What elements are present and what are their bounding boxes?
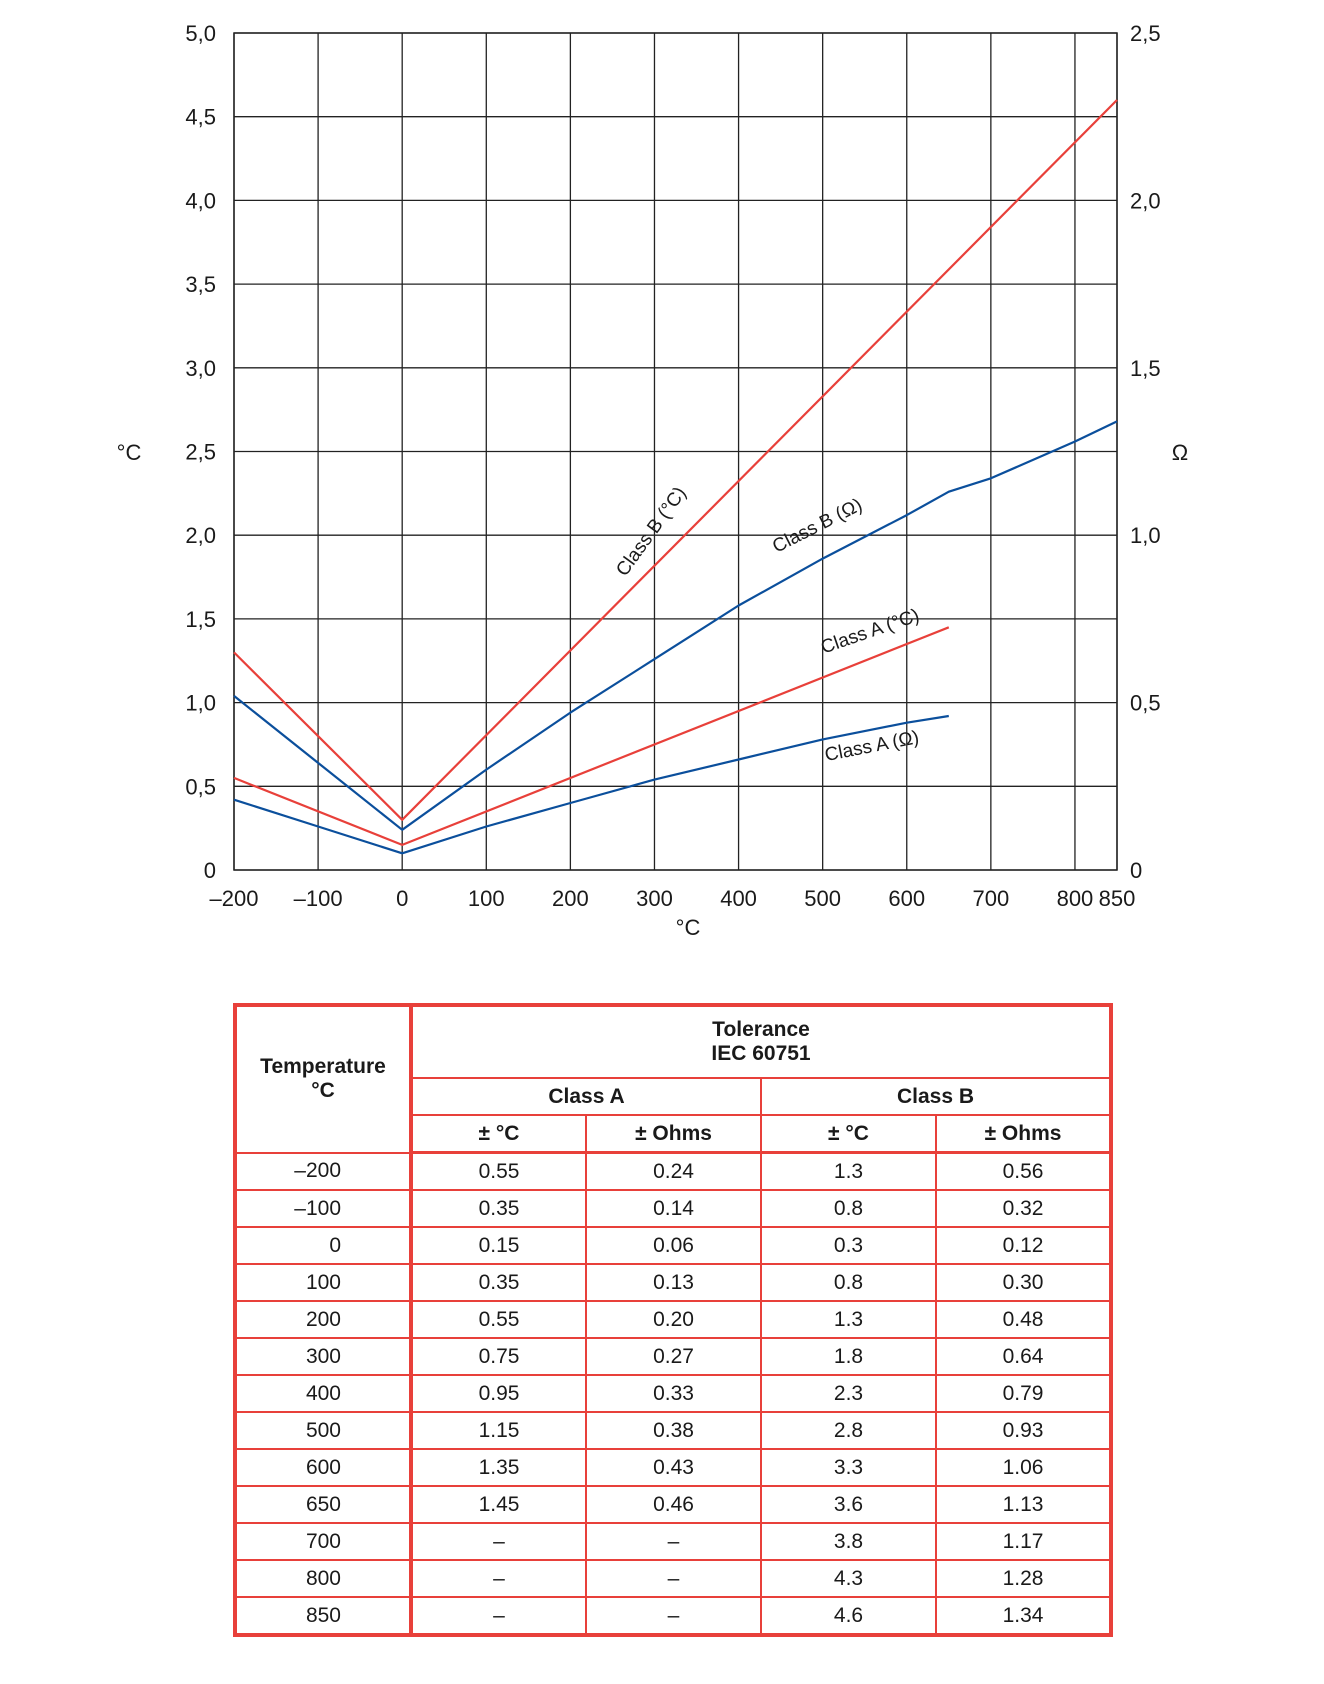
tolerance-cell: 0.13 [586,1264,761,1301]
temperature-cell: 400 [235,1375,411,1412]
tolerance-header-line2: IEC 60751 [711,1042,811,1065]
y-right-tick-label: 0 [1130,858,1143,883]
tolerance-cell: 0.14 [586,1190,761,1227]
tolerance-cell: 0.8 [761,1190,936,1227]
y-left-tick-label: 3,5 [185,272,216,298]
tolerance-cell: 3.3 [761,1449,936,1486]
table-row [235,1190,1111,1227]
tolerance-cell: 1.13 [936,1486,1111,1523]
series-label-class-b-ohm: Class B (Ω) [769,494,866,558]
table-row [235,1523,1111,1560]
tolerance-cell: 1.17 [936,1523,1111,1560]
tolerance-cell: – [586,1560,761,1597]
class-a-deg-header: ± °C [411,1115,586,1153]
tolerance-cell: 1.06 [936,1449,1111,1486]
temperature-header-line1: Temperature [260,1055,386,1079]
tolerance-cell: 0.95 [411,1375,586,1412]
tolerance-cell: 1.35 [411,1449,586,1486]
tolerance-cell: – [411,1560,586,1597]
series-line-0 [234,100,1117,820]
tolerance-cell: 4.6 [761,1597,936,1635]
tolerance-cell: – [586,1523,761,1560]
tolerance-cell: – [411,1523,586,1560]
tolerance-cell: 0.79 [936,1375,1111,1412]
tolerance-table-body [235,1153,1111,1636]
tolerance-cell: 1.15 [411,1412,586,1449]
temperature-cell: 600 [235,1449,411,1486]
temperature-cell: 650 [235,1486,411,1523]
temperature-cell: 0 [235,1227,411,1264]
table-row [235,1227,1111,1264]
tolerance-cell: 0.27 [586,1338,761,1375]
chart-series [234,100,1117,853]
temperature-cell: 100 [235,1264,411,1301]
tolerance-cell: 0.35 [411,1264,586,1301]
table-row [235,1486,1111,1523]
tolerance-cell: 1.3 [761,1301,936,1338]
tolerance-cell: 0.12 [936,1227,1111,1264]
tolerance-cell: 0.24 [586,1153,761,1191]
table-row [235,1375,1111,1412]
temperature-cell: 800 [235,1560,411,1597]
series-label-class-a-ohm: Class A (Ω) [823,727,921,767]
temperature-cell: –100 [235,1190,411,1227]
y-left-tick-label: 4,0 [185,188,216,214]
table-row [235,1338,1111,1375]
class-b-header: Class B [761,1078,1111,1115]
series-line-1 [234,421,1117,829]
y-right-tick-label: 1,0 [1130,523,1161,549]
table-row [235,1449,1111,1486]
y-left-tick-label: 1,5 [185,606,216,632]
tolerance-cell: 0.48 [936,1301,1111,1338]
tolerance-cell: 0.35 [411,1190,586,1227]
tolerance-header [411,1005,1111,1078]
tolerance-cell: 0.55 [411,1153,586,1191]
tolerance-cell: – [411,1597,586,1635]
tolerance-cell: 0.06 [586,1227,761,1264]
x-tick-label: 700 [972,886,1010,911]
x-tick-label: 850 [1098,886,1136,911]
tolerance-cell: 3.6 [761,1486,936,1523]
tolerance-cell: 0.20 [586,1301,761,1338]
class-b-ohm-header: ± Ohms [936,1115,1111,1153]
temperature-cell: –200 [235,1153,411,1191]
tolerance-cell: 1.34 [936,1597,1111,1635]
tolerance-cell: 0.93 [936,1412,1111,1449]
tolerance-cell: 0.15 [411,1227,586,1264]
y-axis-left-title: °C [116,440,142,465]
x-tick-label: 400 [720,886,757,911]
y-right-tick-label: 2,5 [1130,21,1161,46]
y-left-tick-label: 0,5 [185,774,216,800]
y-left-tick-label: 0 [203,858,216,883]
y-right-tick-label: 1,5 [1130,355,1161,381]
table-row [235,1560,1111,1597]
tolerance-cell: 1.28 [936,1560,1111,1597]
y-left-tick-label: 4,5 [185,104,216,130]
x-tick-label: 800 [1056,886,1094,911]
y-axis-right-title: Ω [1171,440,1189,465]
class-a-header: Class A [411,1078,761,1115]
series-line-3 [234,716,949,853]
tolerance-cell: 0.3 [761,1227,936,1264]
y-left-tick-label: 2,0 [185,523,216,549]
tolerance-cell: 0.43 [586,1449,761,1486]
tolerance-cell: 1.3 [761,1153,936,1191]
tolerance-cell: 0.55 [411,1301,586,1338]
table-row [235,1264,1111,1301]
x-tick-label: –200 [209,886,259,911]
x-tick-label: 600 [888,886,926,911]
series-label-class-b-c: Class B (°C) [612,483,691,581]
series-label-class-a-c: Class A (°C) [818,605,923,659]
temperature-cell: 200 [235,1301,411,1338]
tolerance-cell: 1.8 [761,1338,936,1375]
chart-grid [234,33,1117,870]
y-right-tick-label: 2,0 [1130,188,1161,214]
tolerance-cell: 0.56 [936,1153,1111,1191]
tolerance-cell: – [586,1597,761,1635]
y-right-tick-label: 0,5 [1130,690,1161,716]
tolerance-cell: 0.32 [936,1190,1111,1227]
temperature-cell: 700 [235,1523,411,1560]
tolerance-cell: 2.8 [761,1412,936,1449]
table-row [235,1597,1111,1635]
x-tick-label: 300 [636,886,673,911]
y-left-tick-label: 1,0 [185,690,216,716]
tolerance-cell: 0.33 [586,1375,761,1412]
tolerance-cell: 1.45 [411,1486,586,1523]
tolerance-cell: 0.38 [586,1412,761,1449]
table-row [235,1153,1111,1191]
tolerance-cell: 0.75 [411,1338,586,1375]
x-axis-title: °C [675,915,701,940]
chart-tick-labels [185,21,1160,911]
tolerance-cell: 0.64 [936,1338,1111,1375]
temperature-cell: 500 [235,1412,411,1449]
tolerance-cell: 3.8 [761,1523,936,1560]
x-tick-label: 100 [467,886,505,911]
x-tick-label: –100 [293,886,343,911]
temperature-header [235,1005,411,1153]
x-tick-label: 200 [552,886,589,911]
x-tick-label: 0 [396,886,409,911]
temperature-header-line2: °C [311,1079,335,1103]
tolerance-cell: 4.3 [761,1560,936,1597]
y-left-tick-label: 3,0 [185,355,216,381]
temperature-cell: 850 [235,1597,411,1635]
tolerance-table [233,1003,1113,1637]
class-b-deg-header: ± °C [761,1115,936,1153]
temperature-cell: 300 [235,1338,411,1375]
table-row [235,1301,1111,1338]
tolerance-header-line1: Tolerance [712,1018,810,1041]
tolerance-cell: 0.8 [761,1264,936,1301]
tolerance-cell: 0.30 [936,1264,1111,1301]
class-a-ohm-header: ± Ohms [586,1115,761,1153]
tolerance-cell: 0.46 [586,1486,761,1523]
y-left-tick-label: 2,5 [185,439,216,465]
tolerance-cell: 2.3 [761,1375,936,1412]
table-row [235,1412,1111,1449]
x-tick-label: 500 [804,886,842,911]
y-left-tick-label: 5,0 [185,21,216,46]
